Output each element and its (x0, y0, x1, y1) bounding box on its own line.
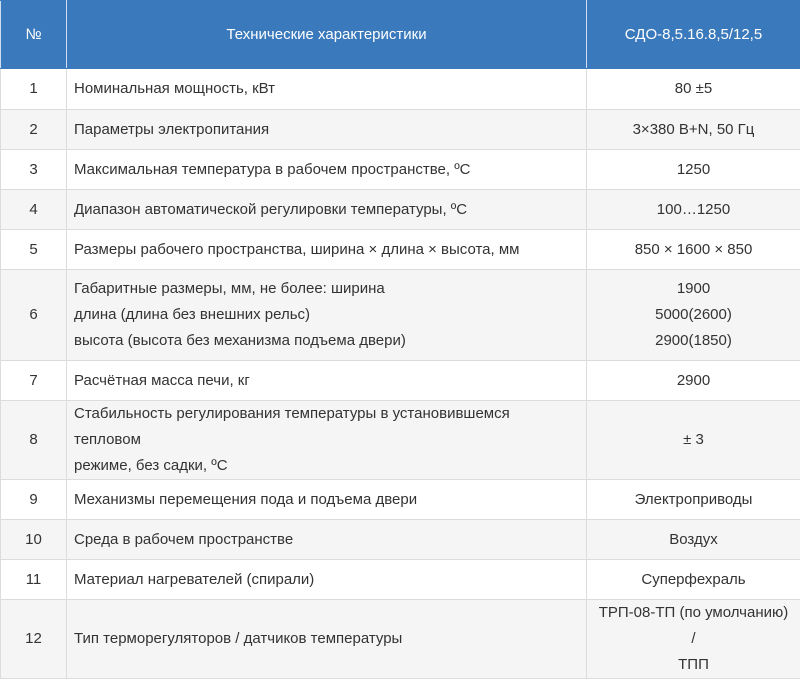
table-row (1, 270, 800, 361)
row-num: 1 (1, 69, 67, 110)
row-value: ± 3 (587, 401, 800, 480)
row-value: 1900 5000(2600) 2900(1850) (587, 270, 800, 361)
row-num: 10 (1, 520, 67, 560)
row-param: Среда в рабочем пространстве (67, 520, 587, 560)
table-row (1, 150, 800, 190)
row-num: 7 (1, 361, 67, 401)
row-param: Максимальная температура в рабочем пространстве, ºС (67, 150, 587, 190)
row-param: Диапазон автоматической регулировки температуры, ºС (67, 190, 587, 230)
row-param: Расчётная масса печи, кг (67, 361, 587, 401)
row-param: Номинальная мощность, кВт (67, 69, 587, 110)
table-header-row (1, 1, 800, 69)
row-num: 3 (1, 150, 67, 190)
table-row (1, 600, 800, 679)
row-param: Размеры рабочего пространства, ширина × длина × высота, мм (67, 230, 587, 270)
table-row (1, 480, 800, 520)
row-value: Суперфехраль (587, 560, 800, 600)
table-row (1, 401, 800, 480)
table-row (1, 520, 800, 560)
row-num: 12 (1, 600, 67, 679)
table-row (1, 110, 800, 150)
table-row (1, 230, 800, 270)
table-row (1, 69, 800, 110)
table-row (1, 361, 800, 401)
header-value: СДО-8,5.16.8,5/12,5 (587, 1, 800, 69)
row-num: 2 (1, 110, 67, 150)
row-value: 3×380 В+N, 50 Гц (587, 110, 800, 150)
row-value: ТРП-08-ТП (по умолчанию) / ТПП (587, 600, 800, 679)
row-param: Тип терморегуляторов / датчиков температуры (67, 600, 587, 679)
row-num: 4 (1, 190, 67, 230)
row-param: Габаритные размеры, мм, не более: ширина длина (длина без внешних рельс) высота (высота без механизма подъема двери) (67, 270, 587, 361)
table-row (1, 560, 800, 600)
row-value: 850 × 1600 × 850 (587, 230, 800, 270)
header-param: Технические характеристики (67, 1, 587, 69)
row-value: 80 ±5 (587, 69, 800, 110)
row-param: Параметры электропитания (67, 110, 587, 150)
row-num: 6 (1, 270, 67, 361)
row-num: 5 (1, 230, 67, 270)
row-num: 11 (1, 560, 67, 600)
table-row (1, 190, 800, 230)
row-num: 9 (1, 480, 67, 520)
row-param: Материал нагревателей (спирали) (67, 560, 587, 600)
row-value: 1250 (587, 150, 800, 190)
row-num: 8 (1, 401, 67, 480)
row-param: Стабильность регулирования температуры в установившемся тепловом режиме, без садки, ºС (67, 401, 587, 480)
row-value: Воздух (587, 520, 800, 560)
row-value: 2900 (587, 361, 800, 401)
row-param: Механизмы перемещения пода и подъема двери (67, 480, 587, 520)
header-num: № (1, 1, 67, 69)
row-value: Электроприводы (587, 480, 800, 520)
row-value: 100…1250 (587, 190, 800, 230)
